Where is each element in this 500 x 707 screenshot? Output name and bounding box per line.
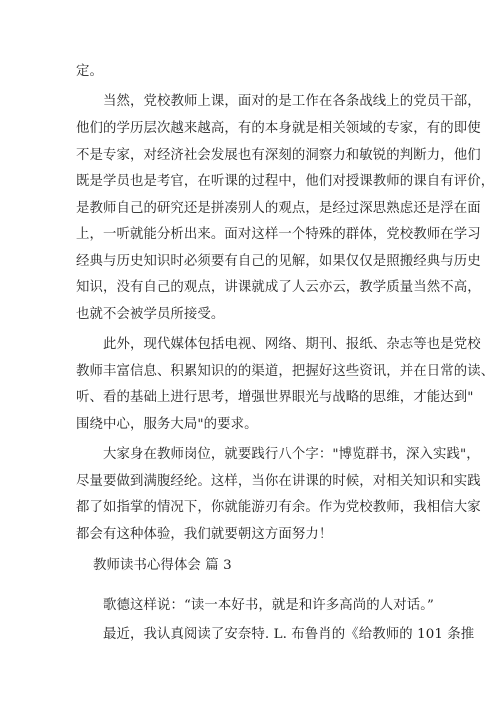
text-line: 教师丰富信息、积累知识的的渠道，把握好这些资讯，并在日常的读、 (76, 364, 495, 379)
text-line: 是教师自己的研究还是拼凑别人的观点，是经过深思熟虑还是浮在面 (76, 201, 481, 216)
text-line: 围绕中心，服务大局"的要求。 (76, 417, 258, 432)
paragraph-start-line: 最近，我认真阅读了安奈特. L. 布鲁肖的《给教师的 101 条推 (103, 627, 475, 642)
text-line: 既是学员也是考官，在听课的过程中，他们对授课教师的课自有评价， (76, 174, 495, 189)
paragraph-start-line: 歌德这样说：“读一本好书，就是和许多高尚的人对话。” (103, 598, 434, 613)
text-line: 听、看的基础上进行思考，增强世界眼光与战略的思维，才能达到" (76, 390, 474, 405)
text-line: 尽量要做到满腹经纶。这样，当你在讲课的时候，对相关知识和实践 (76, 474, 481, 489)
text-line: 知识，没有自己的观点，讲课就成了人云亦云，教学质量当然不高， (76, 280, 481, 295)
text-line: 他们的学历层次越来越高，有的本身就是相关领域的专家，有的即使 (76, 121, 481, 136)
text-line: 都了如指掌的情况下，你就能游刃有余。作为党校教师，我相信大家 (76, 500, 481, 515)
text-line: 都会有这种体验，我们就要朝这方面努力！ (76, 527, 333, 542)
paragraph-start-line: 大家身在教师岗位，就要践行八个字："博览群书，深入实践"， (103, 447, 480, 462)
paragraph-start-line: 此外，现代媒体包括电视、网络、期刊、报纸、杂志等也是党校 (103, 337, 481, 352)
text-line: 上，一听就能分析出来。面对这样一个特殊的群体，党校教师在学习 (76, 227, 481, 242)
text-line: 定。 (76, 64, 103, 79)
text-line: 也就不会被学员所接受。 (76, 307, 225, 322)
section-heading: 教师读书心得体会 篇 3 (93, 558, 232, 573)
paragraph-start-line: 当然，党校教师上课，面对的是工作在各条战线上的党员干部， (103, 94, 481, 109)
text-line: 经典与历史知识时必须要有自己的见解，如果仅仅是照搬经典与历史 (76, 254, 481, 269)
text-line: 不是专家，对经济社会发展也有深刻的洞察力和敏锐的判断力，他们 (76, 148, 481, 163)
